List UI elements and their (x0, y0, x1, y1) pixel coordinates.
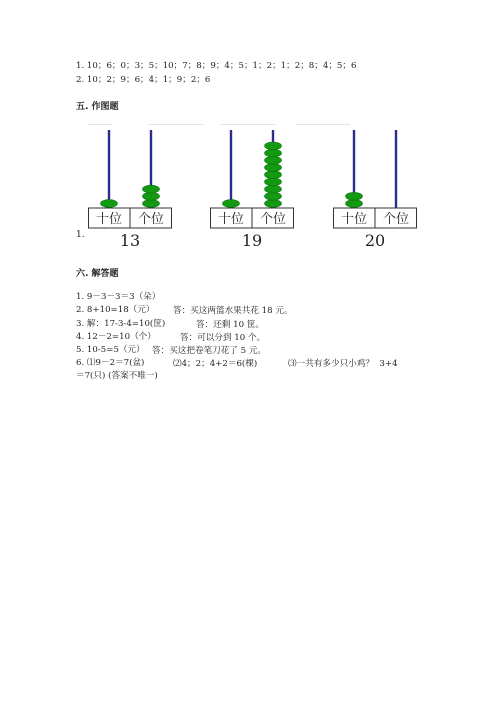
tens-bead (101, 200, 118, 208)
abacus-svg (210, 128, 294, 250)
ones-bead (265, 200, 282, 208)
tens-bead (223, 200, 240, 208)
abacus-13 (88, 128, 172, 254)
answer-6-part-4: ＝7(只) (答案不唯一) (76, 371, 158, 381)
divider (220, 124, 276, 125)
abacus-svg (333, 128, 417, 250)
answer-3-equation: 3. 解：17-3-4=10(筐) (76, 319, 166, 329)
answer-2-equation: 2. 8+10=18（元） (76, 305, 155, 315)
abacus-19 (210, 128, 294, 254)
tens-label: 十位 (217, 212, 245, 227)
answer-6-part-2: ⑵4；2；4+2＝6(棵) (173, 359, 258, 369)
answer-6-part-3: ⑶一共有多少只小鸡？ 3+4 (288, 359, 398, 369)
abacus-number: 13 (119, 231, 141, 250)
ones-bead (265, 142, 282, 150)
tens-bead (346, 200, 363, 208)
answer-4-equation: 4. 12－2=10（个） (76, 332, 156, 342)
answer-6-part-1: 6. ⑴9－2＝7(盆) (76, 358, 145, 368)
tens-label: 十位 (340, 212, 368, 227)
ones-bead (265, 178, 282, 186)
ones-bead (143, 185, 160, 193)
divider (148, 124, 204, 125)
answer-4-statement: 答：可以分到 10 个。 (180, 333, 266, 343)
ones-bead (143, 200, 160, 208)
answer-5-equation: 5. 10-5=5（元） (76, 345, 145, 355)
abacus-20 (333, 128, 417, 254)
section-heading-solutions: 六. 解答题 (76, 269, 119, 279)
ones-bead (143, 192, 160, 200)
tens-bead (346, 192, 363, 200)
ones-label: 个位 (382, 212, 410, 227)
ones-label: 个位 (259, 212, 287, 227)
divider (88, 124, 112, 125)
answer-2-statement: 答：买这两篮水果共花 18 元。 (173, 306, 293, 316)
answer-line-1: 1. 10；6；0；3；5；10；7；8；9；4；5；1；2；1；2；8；4；5；6 (76, 61, 357, 71)
answer-1: 1. 9－3－3＝3（朵） (76, 292, 161, 302)
tens-label: 十位 (95, 212, 123, 227)
divider (296, 124, 350, 125)
ones-bead (265, 164, 282, 172)
ones-bead (265, 149, 282, 157)
answer-3-statement: 答：还剩 10 筐。 (196, 320, 264, 330)
ones-bead (265, 185, 282, 193)
ones-bead (265, 171, 282, 179)
abacus-number: 19 (241, 231, 263, 250)
answer-5-statement: 答：买这把卷笔刀花了 5 元。 (152, 346, 267, 356)
answer-line-2: 2. 10；2；9；6；4；1；9；2；6 (76, 75, 211, 85)
item-label: 1. (76, 230, 85, 240)
abacus-svg (88, 128, 172, 250)
section-heading-drawing: 五. 作图题 (76, 102, 119, 112)
ones-label: 个位 (137, 212, 165, 227)
ones-bead (265, 192, 282, 200)
abacus-number: 20 (364, 231, 386, 250)
ones-bead (265, 156, 282, 164)
